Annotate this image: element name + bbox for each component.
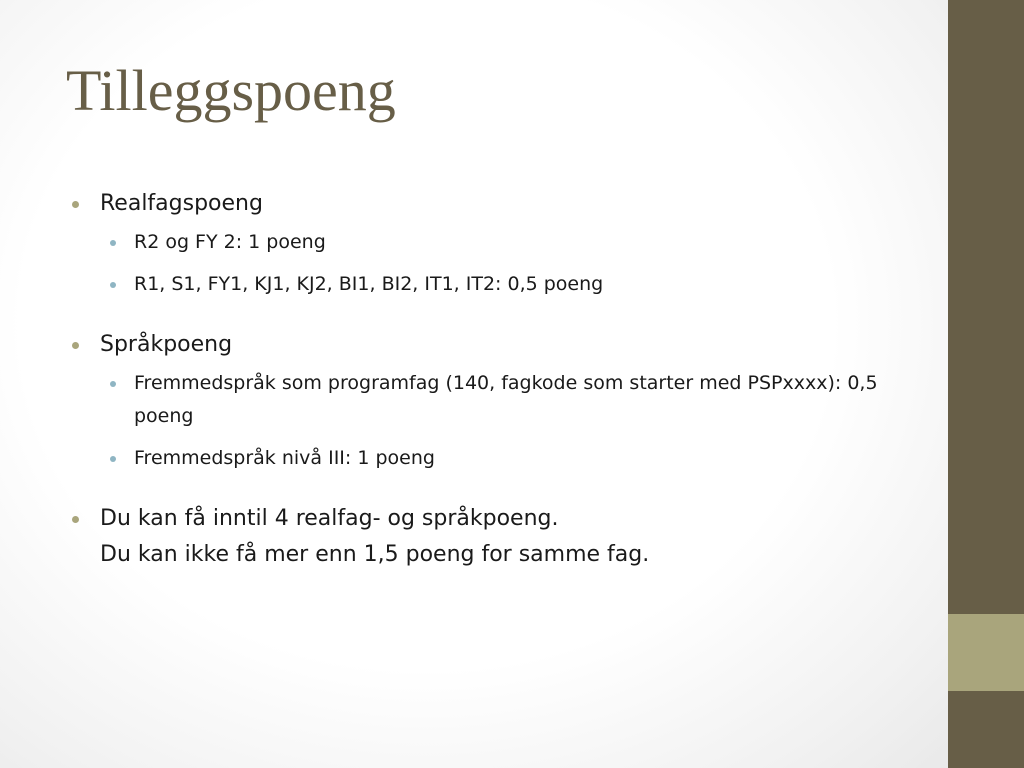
slide-title: Tilleggspoeng bbox=[66, 58, 396, 123]
sub-bullet-item bbox=[100, 442, 894, 475]
sub-bullet-dot-icon bbox=[110, 240, 116, 246]
sub-bullet-text: Fremmedspråk som programfag (140, fagkode som starter med PSPxxxx): 0,5 poeng bbox=[134, 372, 878, 427]
sub-bullet-dot-icon bbox=[110, 381, 116, 387]
bullet-dot-icon bbox=[72, 201, 79, 208]
sub-list bbox=[100, 367, 892, 475]
bullet-heading: Realfagspoeng bbox=[100, 191, 263, 216]
sub-bullet-item bbox=[100, 268, 894, 301]
bullet-note bbox=[72, 501, 892, 573]
sub-bullet-text: R2 og FY 2: 1 poeng bbox=[134, 231, 326, 253]
slide-content bbox=[72, 186, 892, 573]
note-line-2: Du kan ikke få mer enn 1,5 poeng for samme fag. bbox=[100, 542, 650, 567]
bullet-heading: Språkpoeng bbox=[100, 332, 233, 357]
sub-bullet-dot-icon bbox=[110, 282, 116, 288]
sub-bullet-text: R1, S1, FY1, KJ1, KJ2, BI1, BI2, IT1, IT2: 0,5 poeng bbox=[134, 273, 604, 295]
note-line-1: Du kan få inntil 4 realfag- og språkpoeng. bbox=[100, 506, 559, 531]
bullet-dot-icon bbox=[72, 342, 79, 349]
bullet-list bbox=[72, 186, 892, 573]
bullet-sprakpoeng bbox=[72, 327, 892, 475]
sub-bullet-text: Fremmedspråk nivå III: 1 poeng bbox=[134, 447, 435, 469]
sub-bullet-dot-icon bbox=[110, 456, 116, 462]
bullet-realfagspoeng bbox=[72, 186, 892, 301]
sub-bullet-item bbox=[100, 367, 934, 433]
sub-bullet-item bbox=[100, 226, 894, 259]
bullet-dot-icon bbox=[72, 516, 79, 523]
side-accent-block bbox=[948, 614, 1024, 691]
sub-list bbox=[100, 226, 892, 301]
